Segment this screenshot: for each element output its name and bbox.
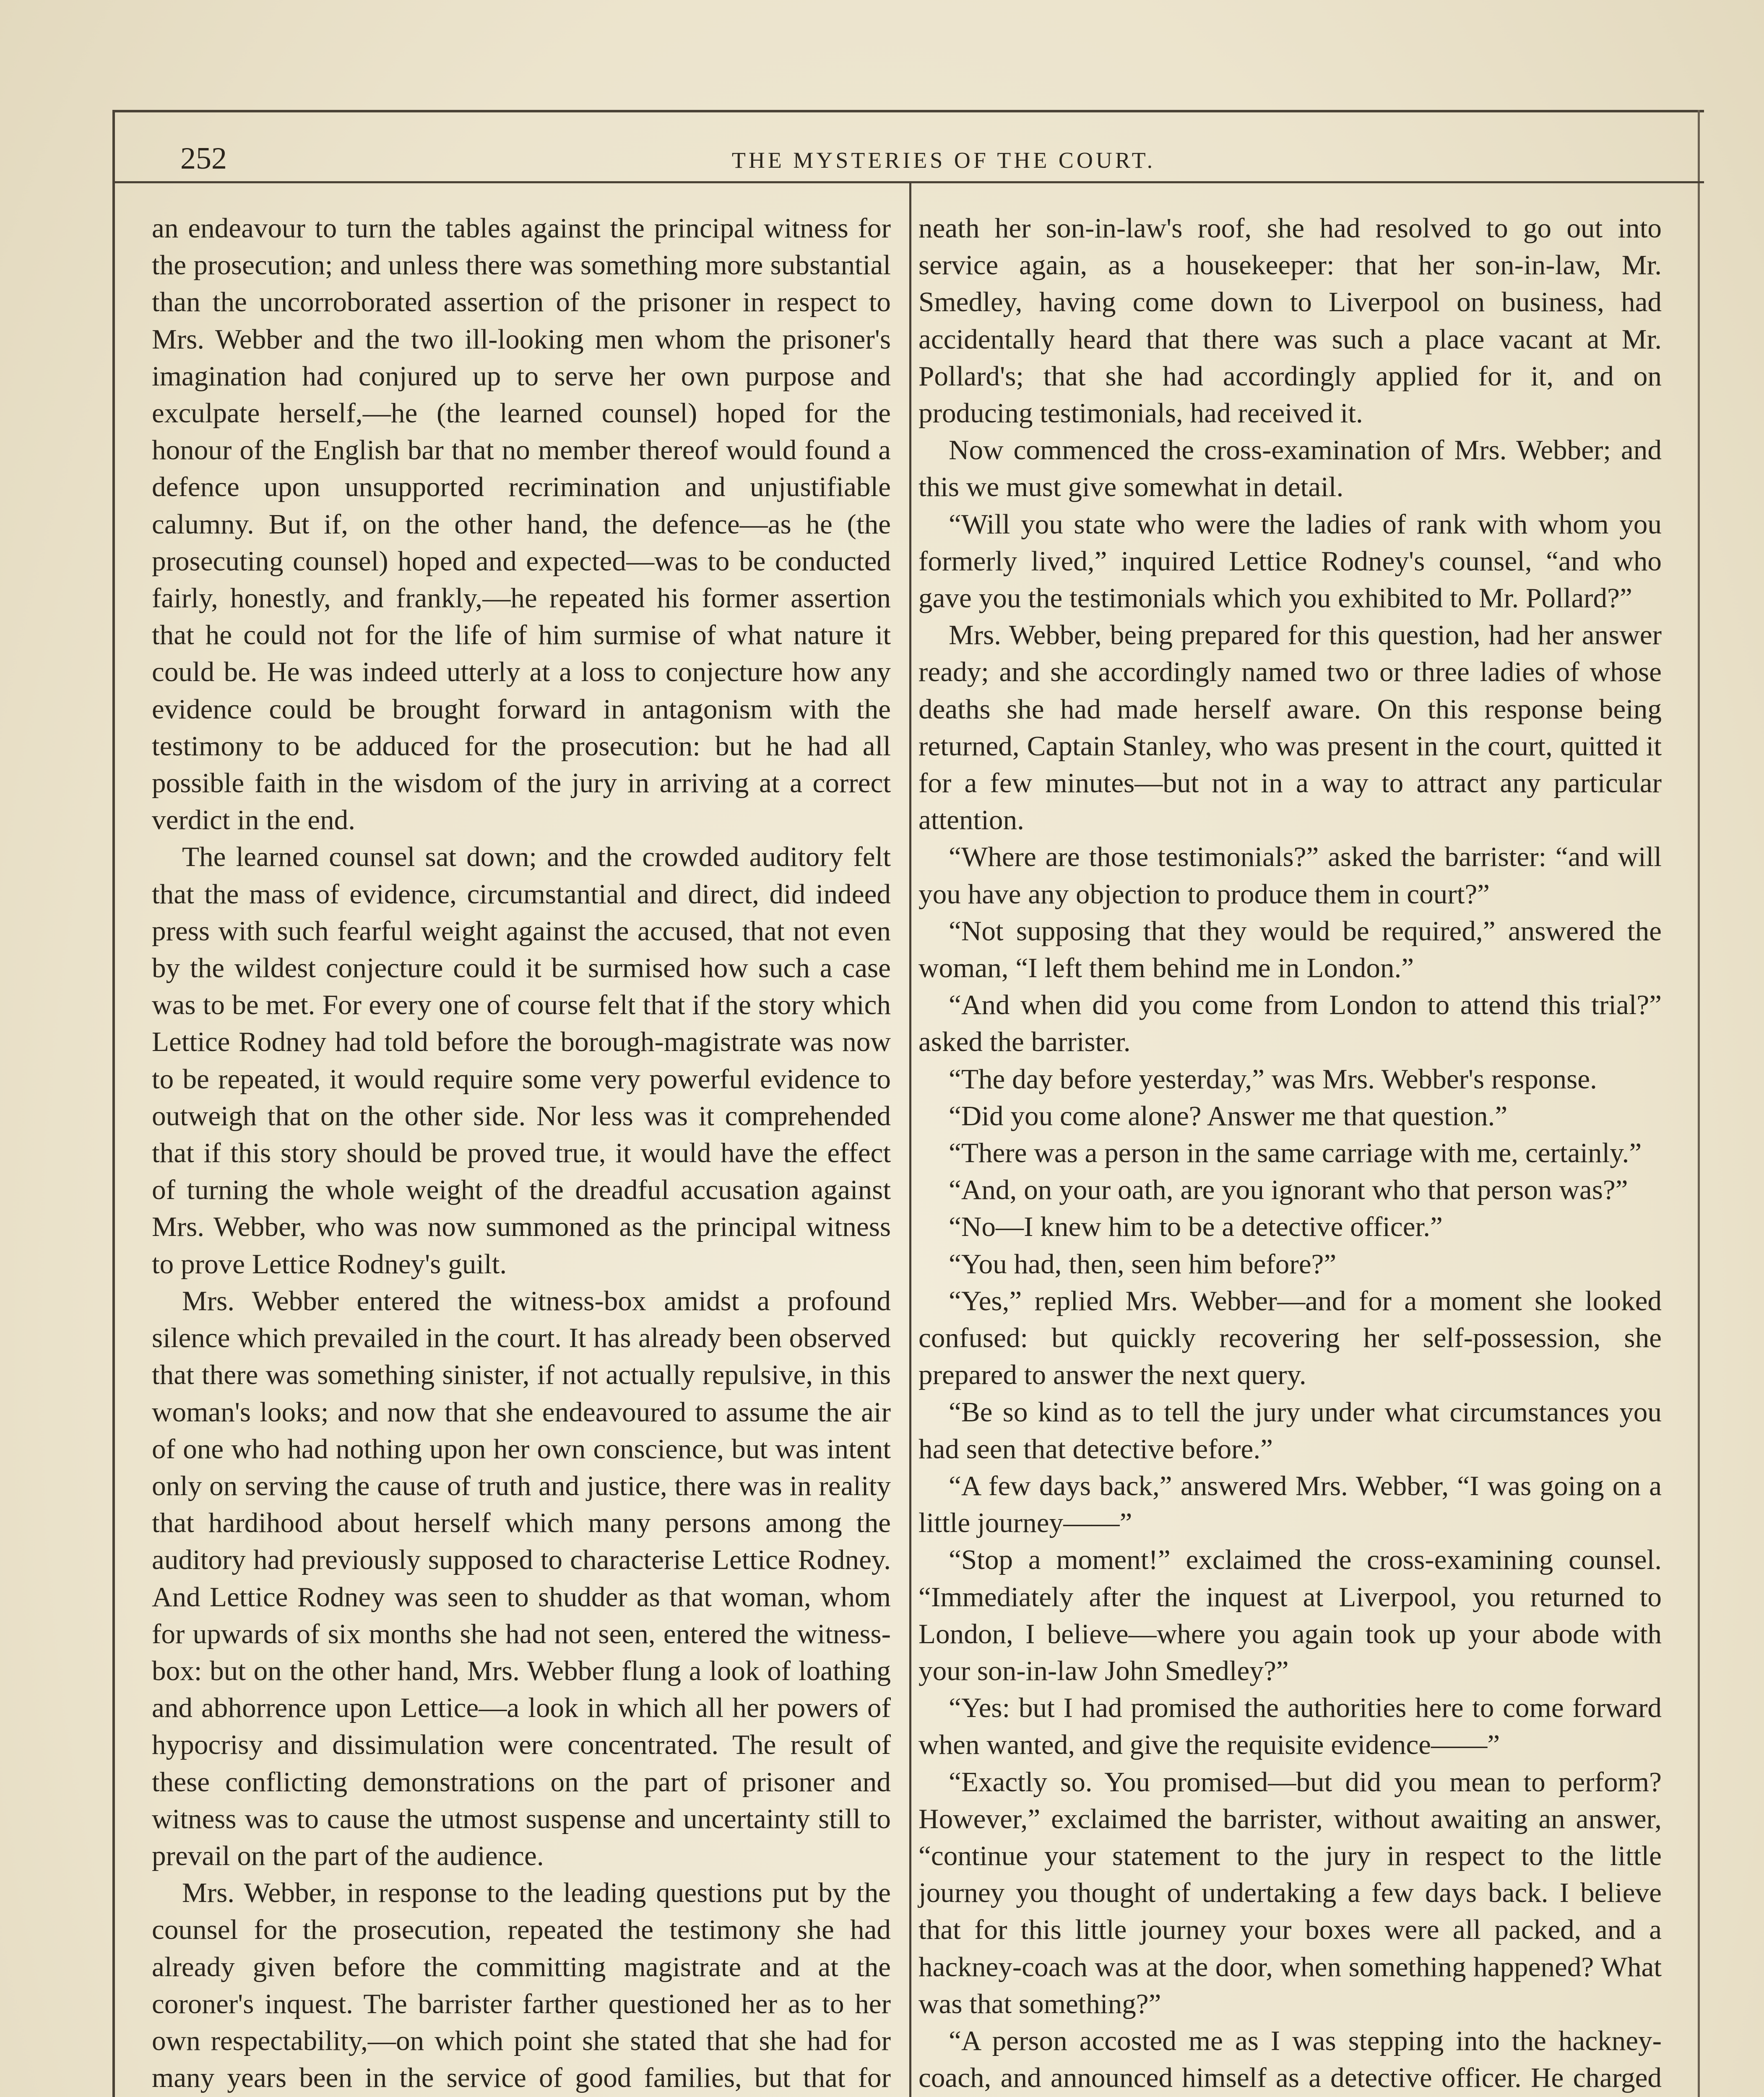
running-title: THE MYSTERIES OF THE COURT. xyxy=(731,148,1156,173)
paragraph: “Yes,” replied Mrs. Webber—and for a moment she looked confused: but quickly recovering her self-possession, she prepared to answer the next query. xyxy=(918,1285,1662,1391)
paragraph: “Yes: but I had promised the authorities here to come forward when wanted, and give the requisite evidence——” xyxy=(918,1692,1662,1761)
page-number: 252 xyxy=(180,141,227,176)
paragraph: “You had, then, seen him before?” xyxy=(949,1248,1337,1280)
column-divider-rule xyxy=(909,183,911,2097)
paragraph: Mrs. Webber, being prepared for this question, had her answer ready; and she accordingly named two or three ladies of whose deaths she had made herself aware. On this response being returned, Captain Stanley, who was present in the court, quitted it for a few minutes—but not in a way to attract any particular attention. xyxy=(918,619,1662,836)
page-frame-left-rule xyxy=(112,110,115,2097)
paragraph: “Not supposing that they would be required,” answered the woman, “I left them behind me in London.” xyxy=(918,915,1662,984)
left-column xyxy=(152,210,891,2097)
paragraph: an endeavour to turn the tables against the principal witness for the prosecution; and unless there was something more substantial than the uncorroborated assertion of the prisoner in respect to Mrs. Webber and the two ill-looking men whom the prisoner's imagination had conjured up to serve her own purpose and exculpate herself,—he (the learned counsel) hoped for the honour of the English bar that no member thereof would found a defence upon unsupported recrimination and unjustifiable calumny. But if, on the other hand, the defence—as he (the prosecuting counsel) hoped and expected—was to be conducted fairly, honestly, and frankly,—he repeated his former assertion that he could not for the life of him surmise of what nature it could be. He was indeed utterly at a loss to conjecture how any evidence could be brought forward in antagonism with the testimony to be adduced for the prosecution: but he had all possible faith in the wisdom of the jury in arriving at a correct verdict in the end. xyxy=(152,212,891,836)
paragraph: “Did you come alone? Answer me that question.” xyxy=(949,1100,1508,1132)
paragraph: Mrs. Webber, in response to the leading questions put by the counsel for the prosecution, repeated the testimony she had already given before the committing magistrate and at the coroner's inquest. The barrister farther questioned her as to her own respectability,—on which point she stated that she had for many years been in the service of good families, but that for xyxy=(152,1877,891,2094)
paragraph: “A few days back,” answered Mrs. Webber, “I was going on a little journey——” xyxy=(918,1470,1662,1539)
paragraph: The learned counsel sat down; and the crowded auditory felt that the mass of evidence, circumstantial and direct, did indeed press with such fearful weight against the accused, that not even by the wildest conjecture could it be surmised how such a case was to be met. For every one of course felt that if the story which Lettice Rodney had told before the borough-magistrate was now to be repeated, it would require some very powerful evidence to outweigh that on the other side. Nor less was it comprehended that if this story should be proved true, it would have the effect of turning the whole weight of the dreadful accusation against Mrs. Webber, who was now summoned as the principal witness to prove Lettice Rodney's guilt. xyxy=(152,841,891,1280)
paragraph: “There was a person in the same carriage with me, certainly.” xyxy=(949,1137,1642,1169)
paragraph: neath her son-in-law's roof, she had resolved to go out into service again, as a housekeeper: that her son-in-law, Mr. Smedley, having come down to Liverpool on business, had accidentally heard that there was such a place vacant at Mr. Pollard's; that she had accordingly applied for it, and on producing testimonials, had received it. xyxy=(918,212,1662,429)
paragraph: “Stop a moment!” exclaimed the cross-examining counsel. “Immediately after the inquest at Liverpool, you returned to London, I believe—where you again took up your abode with your son-in-law John Smedley?” xyxy=(918,1544,1662,1686)
paragraph: Mrs. Webber entered the witness-box amidst a profound silence which prevailed in the court. It has already been observed that there was something sinister, if not actually repulsive, in this woman's looks; and now that she endeavoured to assume the air of one who had nothing upon her own conscience, but was intent only on serving the cause of truth and justice, there was in reality that hardihood about herself which many persons among the auditory had previously supposed to characterise Lettice Rodney. And Lettice Rodney was seen to shudder as that woman, whom for upwards of six months she had not seen, entered the witness-box: but on the other hand, Mrs. Webber flung a look of loathing and abhorrence upon Lettice—a look in which all her powers of hypocrisy and dissimulation were concentrated. The result of these conflicting demonstrations on the part of prisoner and witness was to cause the utmost suspense and uncertainty still to prevail on the part of the audience. xyxy=(152,1285,891,1871)
right-column xyxy=(918,210,1662,2097)
page-frame-top-rule xyxy=(112,110,1704,112)
paragraph: Now commenced the cross-examination of Mrs. Webber; and this we must give somewhat in detail. xyxy=(918,434,1662,503)
paragraph: “Be so kind as to tell the jury under what circumstances you had seen that detective before.” xyxy=(918,1396,1662,1465)
paragraph: “No—I knew him to be a detective officer.” xyxy=(949,1211,1443,1243)
paragraph: “And when did you come from London to attend this trial?” asked the barrister. xyxy=(918,989,1662,1058)
header-rule xyxy=(112,181,1704,183)
paragraph: “Will you state who were the ladies of rank with whom you formerly lived,” inquired Lettice Rodney's counsel, “and who gave you the testimonials which you exhibited to Mr. Pollard?” xyxy=(918,508,1662,614)
paragraph: “A person accosted me as I was stepping into the hackney-coach, and announced himself as a detective officer. He charged xyxy=(918,2024,1662,2094)
paragraph: “Exactly so. You promised—but did you mean to perform? However,” exclaimed the barrister, without awaiting an answer, “continue your statement to the jury in respect to the little journey you thought of undertaking a few days back. I believe that for this little journey your boxes were all packed, and a hackney-coach was at the door, when something happened? What was that something?” xyxy=(918,1766,1662,2019)
paragraph: “Where are those testimonials?” asked the barrister: “and will you have any objection to produce them in court?” xyxy=(918,841,1662,910)
paragraph: “The day before yesterday,” was Mrs. Webber's response. xyxy=(949,1063,1597,1095)
page-frame-right-rule xyxy=(1698,110,1700,2097)
paragraph: “And, on your oath, are you ignorant who that person was?” xyxy=(949,1174,1628,1206)
